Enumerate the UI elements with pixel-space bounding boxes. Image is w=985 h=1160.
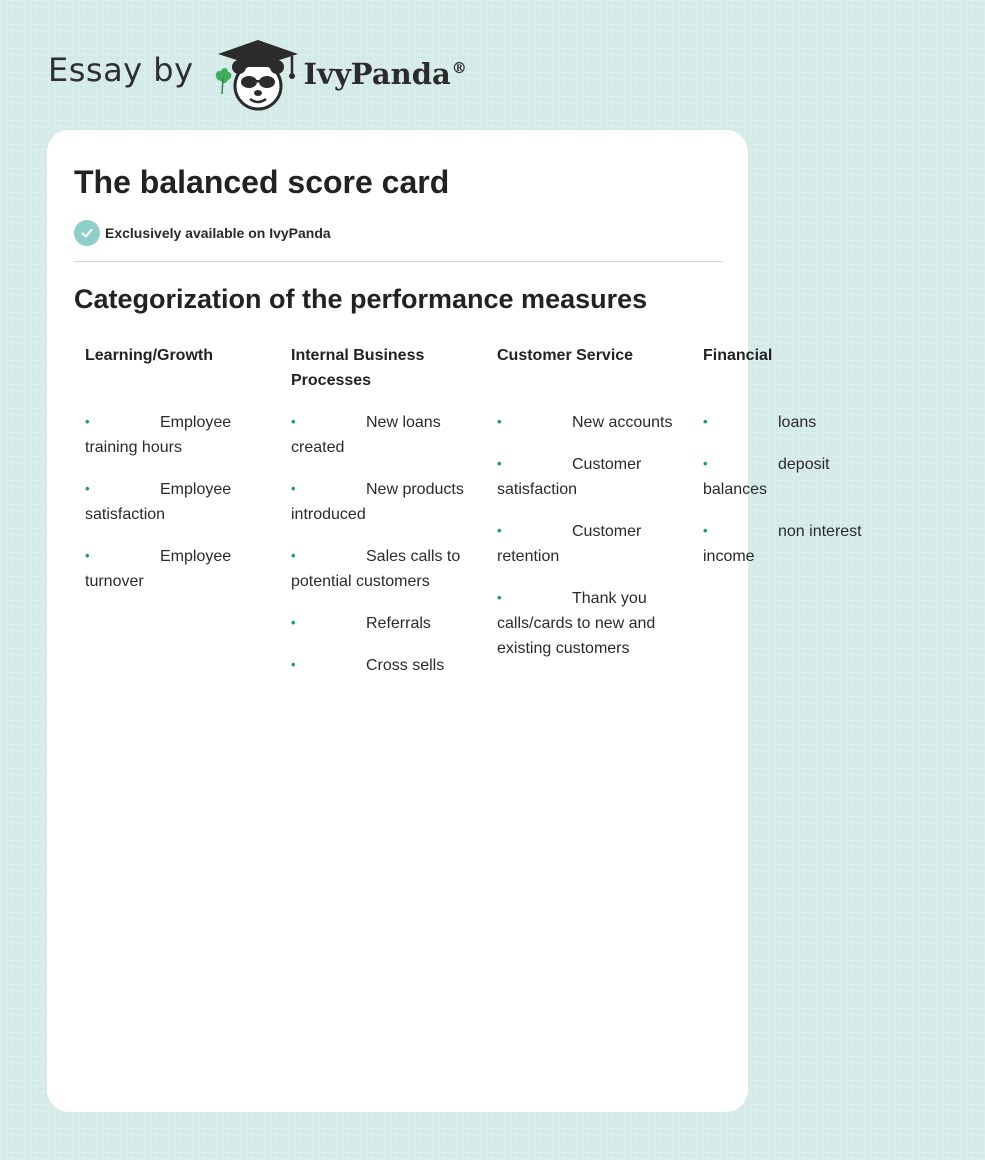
column-header: Learning/Growth <box>85 347 213 364</box>
list-item: • loans <box>703 409 888 435</box>
bullet-icon: • <box>291 414 296 429</box>
list-item: • Sales calls to potential customers <box>291 543 476 594</box>
list-item: • New accounts <box>497 409 682 435</box>
page-title: The balanced score card <box>74 164 450 200</box>
section-title: Categorization of the performance measures <box>74 284 648 314</box>
list-item: • non interest income <box>703 518 888 569</box>
list-item: • Referrals <box>291 610 476 636</box>
bullet-icon: • <box>497 414 502 429</box>
bullet-icon: • <box>85 548 90 563</box>
panda-graduate-logo-icon[interactable] <box>212 36 300 112</box>
bullet-icon: • <box>291 615 296 630</box>
column-customer-service <box>497 343 682 677</box>
column-header: Customer Service <box>497 347 634 364</box>
check-icon <box>74 220 100 246</box>
bullet-icon: • <box>703 523 708 538</box>
list-item: • deposit balances <box>703 451 888 502</box>
bullet-icon: • <box>291 481 296 496</box>
list-item: • Thank you calls/cards to new and existing customers <box>497 585 682 661</box>
list-item: • Customer satisfaction <box>497 451 682 502</box>
bullet-icon: • <box>291 548 296 563</box>
title-divider <box>74 261 723 262</box>
column-internal-business <box>291 343 476 694</box>
column-header: Financial <box>703 347 773 364</box>
exclusive-badge <box>74 220 331 246</box>
bullet-icon: • <box>703 456 708 471</box>
list-item: • Employee training hours <box>85 409 270 460</box>
list-item: • New loans created <box>291 409 476 460</box>
bullet-icon: • <box>291 657 296 672</box>
list-item: • Employee satisfaction <box>85 476 270 527</box>
column-learning-growth <box>85 343 270 610</box>
bullet-icon: • <box>497 456 502 471</box>
bullet-icon: • <box>497 590 502 605</box>
brand-name[interactable]: IvyPanda® <box>303 57 467 91</box>
bullet-icon: • <box>497 523 502 538</box>
measures-columns <box>85 343 985 803</box>
bullet-icon: • <box>85 414 90 429</box>
bullet-icon: • <box>85 481 90 496</box>
bullet-icon: • <box>703 414 708 429</box>
list-item: • Customer retention <box>497 518 682 569</box>
column-financial <box>703 343 888 585</box>
list-item: • New products introduced <box>291 476 476 527</box>
exclusive-badge-text: Exclusively available on IvyPanda <box>105 225 331 241</box>
essay-by-label: Essay by <box>48 51 194 89</box>
list-item: • Employee turnover <box>85 543 270 594</box>
column-header: Internal Business Processes <box>291 347 425 389</box>
site-header <box>48 34 467 114</box>
essay-card <box>47 130 862 1112</box>
registered-mark: ® <box>451 59 467 78</box>
list-item: • Cross sells <box>291 652 476 678</box>
